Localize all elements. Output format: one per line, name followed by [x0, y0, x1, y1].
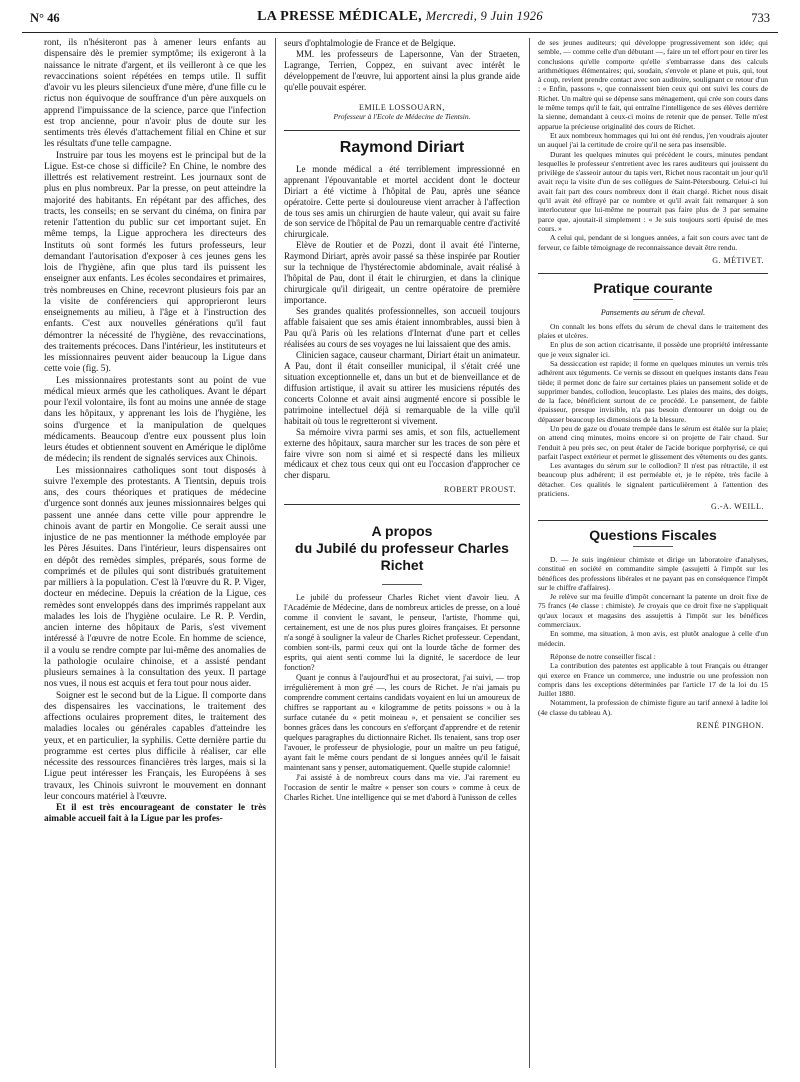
journal-name: LA PRESSE MÉDICALE,	[257, 9, 422, 24]
article-title-line: A propos	[371, 523, 433, 540]
article-paragraph: D. — Je suis ingénieur chimiste et dirige un laboratoire d'analyses, constitué en société en commandite simple (assujetti à l'impôt sur les bénéfices des professions libérales et ne payant pas en conséquence l'impôt sur le chiffre d'affaires).	[538, 554, 768, 592]
issue-date: Mercredi, 9 Juin 1926	[425, 9, 543, 23]
article-paragraph: Les missionnaires catholiques sont tout disposés à suivre l'exemple des protestants. A Tientsin, depuis trois ans, des cours théoriques et pratiques de médecine d'urgence sont donnés aux jeunes missionnaires belges qui passent une année dans cette ville pour apprendre le chinois avant de partir en Mongolie. Ce serait aussi une injustice de ne pas mentionner la méthode employée par les Pères Jésuites. Dans l'intérieur, leurs dispensaires ont en dépôt des remèdes simples, préparés, sous forme de comprimés et de pilules qui sont distribués gratuitement par milliers à la population. C'est là l'œuvre du R. P. Viger, docteur en médecine. Depuis la création de la Ligue, ces remèdes sont enveloppés dans des imprimés rappelant aux malades les lois de l'hygiène oculaire. Le R. P. Verdin, ancien interne des hôpitaux de Paris, s'est vivement intéressé à l'œuvre de notre Ecole. En homme de science, il a voulu se rendre compte par lui-même des anomalies de la pathologie oculaire chinoise, et a assisté pendant plusieurs semaines à la consultation des yeux. Il partage nos vues, il nous est acquis et fera tout pour nous aider.	[44, 465, 266, 690]
article-title-richet	[284, 523, 520, 574]
article-paragraph: Je relève sur ma feuille d'impôt concernant la patente un droit fixe de 75 francs (4e classe : chimiste). Je croyais que ce droit fixe ne s'appliquait qu'aux locaux et magasins des assujettis à l'impôt sur les bénéfices commerciaux.	[538, 592, 768, 630]
section-divider	[284, 130, 520, 131]
section-divider	[538, 273, 768, 274]
column-rule-right	[529, 38, 530, 1068]
article-title-pratique: Pratique courante	[593, 280, 713, 297]
section-divider	[284, 504, 520, 505]
article-paragraph: seurs d'ophtalmologie de France et de Belgique.	[284, 38, 456, 48]
article-paragraph: Notamment, la profession de chimiste figure au tarif annexé à ladite loi (4e classe du tableau A).	[538, 698, 768, 717]
signature-pinghon: RENÉ PINGHON.	[696, 721, 764, 730]
article-paragraph: Réponse de notre conseiller fiscal :	[550, 651, 656, 661]
journal-title-line	[22, 9, 778, 25]
signature-name: EMILE LOSSOUARN,	[358, 102, 446, 112]
article-paragraph: Et il est très encourageant de constater le très aimable accueil fait à la Ligue par les profes-	[44, 803, 266, 825]
article-paragraph: Durant les quelques minutes qui précèdent le cours, minutes pendant lesquelles le professeur s'entretient avec les rares auditeurs qui jouissent du privilège de s'asseoir autour du tapis vert, Richet nous racontait un jour qu'il avait reçu la visite d'un de ses collègues de Saint-Pétersbourg. Celui-ci lui avait fait part des cours nombreux dont il était chargé. Richet nous disait qu'il avait été effrayé par ce nombre et qu'il avait fait remarquer à son interlocuteur que lui-même ne pourrait pas faire plus de 3 par semaine parce que, ajoutait-il simplement : « Je suis toujours sorti épuisé de mes cours. »	[538, 149, 768, 233]
issue-number: N° 46	[30, 11, 60, 25]
article-paragraph: ront, ils n'hésiteront pas à amener leurs enfants au dispensaire dès le premier symptôme; ils exigeront à la naissance le nitrate d'argent, et ils veilleront à ce que les revaccinations soient répétées en temps utile. Il suffit d'avoir vu les pleurs silencieux d'une mère, d'une fille cu le rictus non équivoque de souffrance d'un père auxquels on apprend l'impuissance de la science, parce que l'infection est trop ancienne, pour n'avoir plus de doute sur les sentiments très élevés d'attachement filial en Chine et sur les résultats d'une telle campagne.	[44, 38, 266, 150]
signature-metivet: G. MÉTIVET.	[712, 255, 764, 265]
page-number: 733	[751, 11, 770, 25]
article-title-diriart: Raymond Diriart	[339, 138, 465, 156]
article-paragraph: Le monde médical a été terriblement impressionné en apprenant l'épouvantable et mortel accident dont le docteur Diriart a été victime à l'hôpital de Pau, après une séance opératoire. Cette perte si douloureuse vient arracher à l'affection de tous ses amis un chirurgien de haute valeur, qui avait su faire de son service de l'hôpital de Pau un remarquable centre d'activité chirurgicale.	[284, 163, 520, 240]
article-paragraph: MM. les professeurs de Lapersonne, Van der Straeten, Lagrange, Terrien, Coppez, en suivant avec intérêt le développement de l'œuvre, lui apportent ainsi la plus grande aide qu'elle pouvait espérer.	[284, 48, 520, 92]
article-paragraph: Ses grandes qualités professionnelles, son accueil toujours affable faisaient que ses amis étaient innombrables, aussi bien à Pau qu'à Paris où les relations d'Internat d'une part et celles réalisées au cours de ses voyages ne lui laissaient que des amis.	[284, 306, 520, 349]
column-right	[538, 38, 768, 1068]
article-paragraph: En plus de son action cicatrisante, il possède une propriété intéressante que je veux signaler ici.	[538, 340, 768, 359]
article-paragraph: Clinicien sagace, causeur charmant, Diriart était un animateur. A Pau, dont il était conseiller municipal, il s'était créé une situation exceptionnelle et, dans un but et de bienveillance et de diffusion artistique, il avait su attirer les musiciens réputés des concerts Colonne et avait ainsi augmenté encore si possible le patrimoine intellectuel déjà si remarquable de la ville qu'il habitait où tous le regretteront si vivement.	[284, 349, 520, 426]
signature-proust: ROBERT PROUST.	[443, 485, 516, 495]
article-paragraph: Le jubilé du professeur Charles Richet vient d'avoir lieu. A l'Académie de Médecine, dans de nombreux articles de presse, on a loué comme il convient le savant, le penseur, l'artiste, l'homme qui, certainement, est une de nos plus pures gloires françaises. Et personne n'a songé à souligner la valeur de Charles Richet professeur. Cependant, combien sont-ils, parmi ceux qui ont la lourde tâche de former des esprits, qui aient senti comme lui la dignité, le sacerdoce de leur fonction?	[284, 593, 520, 673]
article-paragraph: Quant je connus à l'aujourd'hui et au prosectorat, j'ai suivi, — trop irrégulièrement à mon gré —, les cours de Richet. Je n'ai jamais pu comprendre comment certains candidats voyaient en lui un amoureux de chiffres se rapportant au « kilogramme de petits poissons » ou à la surface cutanée du « petit moineau », et pensaient se concilier ses bonnes grâces dans les concours en s'efforçant d'apprendre et de retenir quelques paragraphes du dictionnaire Richet. Ils tenaient, sans trop oser l'avouer, le professeur de physiologie, pour un maître un peu fatigué, ayant fait le même cours pendant de si longues années qu'il le faisait maintenant sans y penser, automatiquement. Quelle stupide calomnie!	[284, 673, 520, 773]
title-underline	[382, 584, 422, 585]
article-subtitle: Pansements au sérum de cheval.	[600, 308, 706, 318]
article-paragraph: Sa mémoire vivra parmi ses amis, et son fils, actuellement externe des hôpitaux, saura marcher sur les traces de son père et faire vivre son nom si aimé et si respecté dans les milieux médicaux et chez tous ceux qui ont eu l'occasion d'approcher ce cher disparu.	[284, 426, 520, 481]
article-paragraph: J'ai assisté à de nombreux cours dans ma vie. J'ai rarement eu l'occasion de sentir le maître « penser son cours » comme à ceux de Charles Richet. Une intelligence qui se met d'abord à l'unisson de celles	[284, 773, 520, 803]
article-paragraph: A celui qui, pendant de si longues années, a fait son cours avec tant de ferveur, ce faible témoignage de reconnaissance devait être rendu.	[538, 233, 768, 252]
article-title-line: du Jubilé du professeur Charles Richet	[295, 540, 509, 574]
article-paragraph: Et aux nombreux hommages qui lui ont été rendus, j'en voudrais ajouter un auquel j'ai la certitude de croire qu'il ne sera pas insensible.	[538, 130, 768, 150]
article-paragraph: La contribution des patentes est applicable à tout Français ou étranger qui exerce en France un commerce, une industrie ou une profession non compris dans les exceptions déterminées par l'article 17 de la loi du 15 Juillet 1880.	[538, 661, 768, 699]
article-paragraph: Soigner est le second but de la Ligue. Il comporte dans des dispensaires les vaccinations, le traitement des affections oculaires proprement dites, le traitement des maladies locales ou générales capables d'atteindre les yeux, et en particulier, la syphilis. Cette dernière partie du programme est certes plus difficile à réaliser, car elle nécessite des ressources financières très larges, mais si la Ligue peut intéresser les Français, les Européens à ses travaux, les Chinois suivront le mouvement en donnant leur concours matériel à l'œuvre.	[44, 690, 266, 802]
title-underline	[633, 546, 673, 547]
signature-affiliation: Professeur à l'Ecole de Médecine de Tientsin.	[333, 112, 471, 122]
column-middle	[284, 38, 520, 1068]
signature-weill: G.-A. WEILL.	[711, 502, 764, 512]
article-paragraph: Les avantages du sérum sur le collodion? Il n'est pas rétractile, il est beaucoup plus adhérent; il est perméable et, je le répète, très facile à détacher. Ces qualités le signalent particulièrement à l'attention des praticiens.	[538, 461, 768, 499]
column-left	[44, 38, 266, 1068]
title-underline	[633, 299, 673, 300]
article-paragraph: En somme, ma situation, à mon avis, est plutôt analogue à celle d'un médecin.	[538, 629, 768, 648]
column-rule-left	[275, 38, 276, 1068]
article-paragraph: Sa dessiccation est rapide; il forme en quelques minutes un vernis très adhérent aux téguments. Ce vernis se dissout en quelques instants dans l'eau tiède; il permet donc de faire sur certaines plaies un pansement solide et de supprimer bandes, collodion, leucoplaste. Les plaies des mains, des doigts, de la face, bénéficient surtout de ce procédé. Le pansement, de faible épaisseur, presque invisible, n'a pas besoin d'entourer un doigt ou de dépasser beaucoup les dimensions de la blessure.	[538, 358, 768, 424]
page-header	[22, 8, 778, 33]
article-paragraph: Les missionnaires protestants sont au point de vue médical mieux armés que les catholiques. Avant le départ pour l'exil volontaire, ils font au moins une année de stage dans les hôpitaux, y apprenant les lois de l'hygiène, les soins d'urgence et la manipulation de quelques médicaments. Beaucoup d'entre eux poussent plus loin leurs études et obtiennent souvent en Amérique le diplôme de médecin; ils rendent de signalés services aux Chinois.	[44, 375, 266, 465]
section-divider	[538, 520, 768, 521]
article-paragraph: Elève de Routier et de Pozzi, dont il avait été l'interne, Raymond Diriart, après avoir passé sa thèse inspirée par Routier sur la technique de l'hystérectomie abdominale, avait réalisé à l'hôpital de Pau, dont il était le chirurgien, et dans la clinique chirurgicale qu'il dirigeait, un centre opératoire de première importance.	[284, 240, 520, 306]
article-paragraph: Instruire par tous les moyens est le principal but de la Ligue. Est-ce chose si difficile? En Chine, le nombre des illettrés est relativement restreint. Les journaux sont de plus en plus nombreux. Par la presse, on peut atteindre la majorité des habitants. En répétant par des affiches, des tracts, les conseils; en se servant du cinéma, on finira par retenir l'attention du public sur cet important sujet. En même temps, la Ligue approchera les directeurs des Instituts où sont formés les futurs professeurs, leur demandant l'autorisation d'exposer à ces jeunes gens les lois de l'hygiène, afin que plus tard ils puissent les enseigner aux enfants. Les écoles secondaires et primaires, très nombreuses en Chine, recevront plusieurs fois par an la visite de conférenciers qui approprieront leurs enseignements au milieu, à l'âge et à l'instruction des enfants. C'est aux nouvelles générations qu'il faut démontrer la nécessité de l'hygiène, des revaccinations, des traitements précoces. Dans l'intérieur, les instituteurs et les missionnaires peuvent aider beaucoup la Ligue dans cette voie (fig. 5).	[44, 150, 266, 375]
article-title-fiscales: Questions Fiscales	[589, 526, 717, 543]
signature-lossouarn	[284, 103, 520, 122]
article-paragraph: Un peu de gaze ou d'ouate trempée dans le sérum est étalée sur la plaie; on attend cinq minutes, moins encore si on projette de l'air chaud. Sur l'enduit à peu près sec, on peut étaler de l'acide borique porphyrisé, ce qui parfait l'aspect extérieur et permet le glissement des vêtements ou des gants.	[538, 423, 768, 461]
article-paragraph: On connaît les bons effets du sérum de cheval dans le traitement des plaies et ulcères.	[538, 321, 768, 341]
article-paragraph: de ses jeunes auditeurs; qui développe progressivement son idée; qui semble, — comme celle d'un débutant —, faire un tel effort pour en tirer les conclusions qu'elle comporte qu'elle s'embarrasse dans des calculs arithmétiques élémentaires; qui, soudain, s'envole et plane et puis, qui, tout à coup, revient prendre contact avec son auditoire, soulignant ce retour d'un : « Enfin, passons », que connaissent bien ceux qui ont suivi les cours de Richet. Un maître qui se dépense sans ménagement, qui crée son cours dans le même temps qu'il le fait, qui entraîne l'intelligence de ses élèves derrière la sienne, demandant à ceux-ci moins de retenir que de penser. Telle m'est apparue la précieuse originalité des cours de Richet.	[538, 38, 768, 131]
